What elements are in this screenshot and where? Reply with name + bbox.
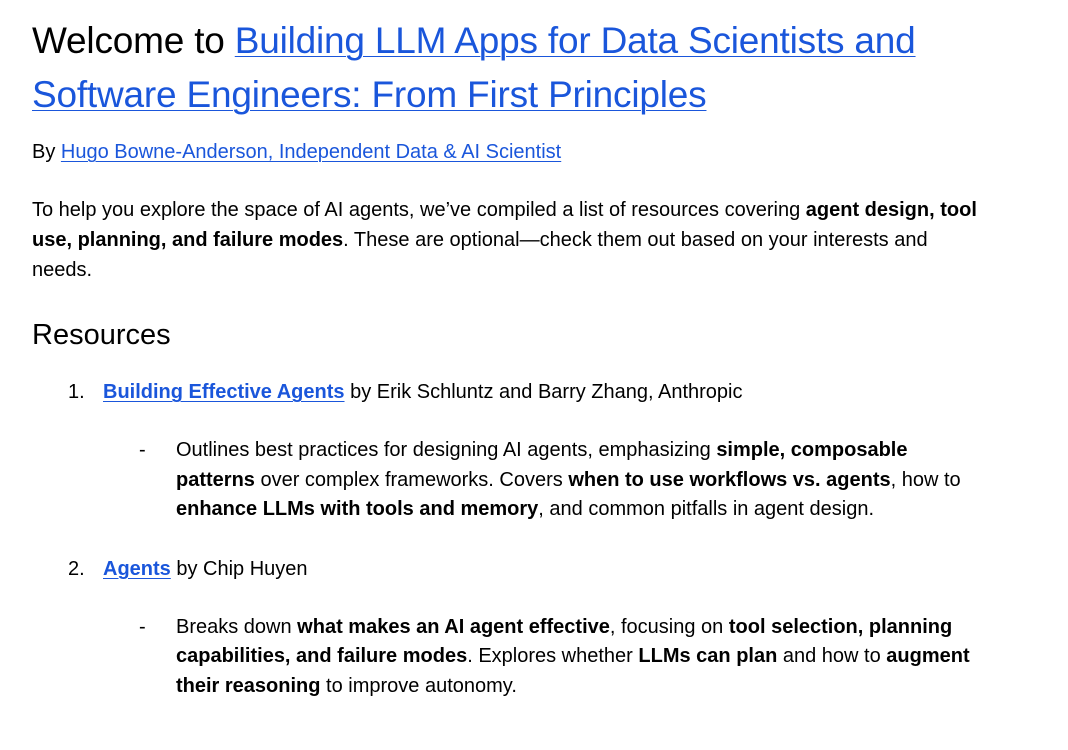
resources-list <box>32 377 1042 701</box>
resource-byline: by Chip Huyen <box>170 557 308 580</box>
desc-text: , how to <box>890 468 961 491</box>
intro-bold-topics: agent design, tool use, planning, and failure modes <box>32 199 977 251</box>
desc-text: and how to <box>777 645 887 668</box>
desc-text: . Explores whether <box>467 645 639 668</box>
desc-text: , and common pitfalls in agent design. <box>538 498 875 521</box>
desc-text: to improve autonomy. <box>320 674 517 697</box>
desc-text: over complex frameworks. Covers <box>254 468 569 491</box>
resource-link-building-effective-agents[interactable]: Building Effective Agents <box>103 381 345 404</box>
desc-bold: enhance LLMs with tools and memory <box>176 498 539 521</box>
author-link[interactable]: Hugo Bowne-Anderson, Independent Data & AI Scientist <box>60 141 562 163</box>
bullet-dash: - <box>139 615 146 638</box>
resource-link-agents[interactable]: Agents <box>103 557 171 580</box>
byline <box>32 138 1042 166</box>
intro-paragraph <box>32 195 992 285</box>
intro-text-1: To help you explore the space of AI agents, we’ve compiled a list of resources covering <box>32 199 806 221</box>
desc-text: Outlines best practices for designing AI agents, emphasizing <box>176 439 717 462</box>
desc-bold: when to use workflows vs. agents <box>568 468 891 491</box>
course-title-link[interactable]: Building LLM Apps for Data Scientists and Software Engineers: From First Principles <box>32 20 916 115</box>
list-number: 1. <box>68 381 85 404</box>
desc-bold: what makes an AI agent effective <box>297 615 610 638</box>
desc-bold: augment their reasoning <box>176 645 970 697</box>
desc-text: , focusing on <box>609 615 729 638</box>
intro-text-2: . These are optional—check them out based on your interests and needs. <box>32 229 928 281</box>
desc-bold: LLMs can plan <box>638 645 778 668</box>
title-prefix: Welcome to <box>32 20 235 61</box>
resource-description <box>32 613 976 702</box>
list-item <box>32 377 1042 525</box>
document-page <box>32 0 1042 701</box>
resource-description <box>32 436 976 525</box>
resource-heading-line <box>32 377 1042 407</box>
list-number: 2. <box>68 557 85 580</box>
page-title <box>32 14 1042 122</box>
desc-bold: simple, composable patterns <box>176 439 908 491</box>
desc-bold: tool selection, planning capabilities, and failure modes <box>176 615 953 668</box>
desc-text: Breaks down <box>176 615 298 638</box>
resource-heading-line <box>32 554 1042 584</box>
resource-byline: by Erik Schluntz and Barry Zhang, Anthropic <box>344 381 743 404</box>
list-item <box>32 554 1042 702</box>
resources-heading: Resources <box>32 319 171 351</box>
byline-prefix: By <box>32 141 61 163</box>
bullet-dash: - <box>139 439 146 462</box>
